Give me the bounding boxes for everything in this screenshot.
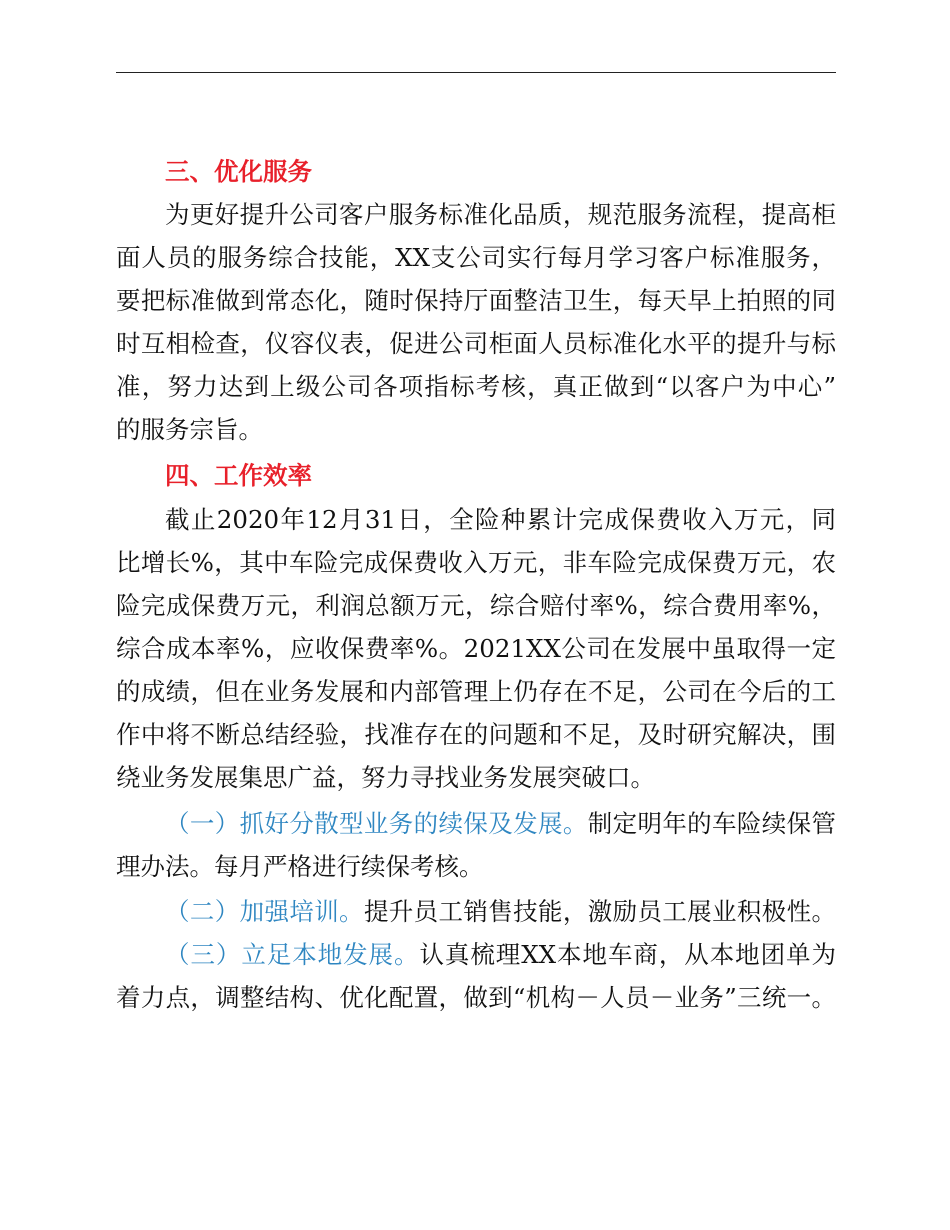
measure-text: 制定明年的车险续保管: [587, 809, 837, 838]
paragraph-line: 为更好提升公司客户服务标准化品质，规范服务流程，提高柜: [165, 200, 836, 229]
paragraph-line: 绕业务发展集思广益，努力寻找业务发展突破口。: [116, 763, 655, 792]
measure-title: （一）抓好分散型业务的续保及发展。: [165, 809, 588, 838]
paragraph-line: 时互相检查，仪容仪表，促进公司柜面人员标准化水平的提升与标: [116, 329, 836, 358]
measure-item: [165, 809, 836, 839]
header-rule: [116, 72, 836, 73]
paragraph-line: 截止2020年12月31日，全险种累计完成保费收入万元，同: [165, 505, 836, 534]
paragraph-line: 比增长%，其中车险完成保费收入万元，非车险完成保费万元，农: [116, 548, 836, 577]
paragraph-line: 作中将不断总结经验，找准存在的问题和不足，及时研究解决，围: [116, 720, 836, 749]
paragraph-line: 险完成保费万元，利润总额万元，综合赔付率%，综合费用率%，: [116, 591, 836, 620]
measure-item: [165, 897, 836, 927]
paragraph-line: 准，努力达到上级公司各项指标考核，真正做到“以客户为中心”: [116, 372, 836, 401]
paragraph-line: 的成绩，但在业务发展和内部管理上仍存在不足，公司在今后的工: [116, 677, 836, 706]
paragraph-line: 面人员的服务综合技能，XX支公司实行每月学习客户标准服务，: [116, 243, 836, 272]
paragraph-line: 要把标准做到常态化，随时保持厅面整洁卫生，每天早上拍照的同: [116, 286, 836, 315]
measure-title: （三）立足本地发展。: [165, 940, 420, 969]
section-heading-service: 三、优化服务: [165, 157, 312, 186]
measure-item: [165, 940, 836, 970]
measure-continuation: 理办法。每月严格进行续保考核。: [116, 852, 484, 881]
section-heading-efficiency: 四、工作效率: [165, 461, 312, 490]
measure-continuation: 着力点，调整结构、优化配置，做到“机构－人员－业务”三统一。: [116, 983, 836, 1012]
measure-text: 认真梳理XX本地车商，从本地团单为: [419, 940, 837, 969]
measure-text: 提升员工销售技能，激励员工展业积极性。: [363, 897, 837, 926]
paragraph-line: 的服务宗旨。: [116, 415, 263, 444]
paragraph-line: 综合成本率%，应收保费率%。2021XX公司在发展中虽取得一定: [116, 634, 836, 663]
measure-title: （二）加强培训。: [165, 897, 364, 926]
